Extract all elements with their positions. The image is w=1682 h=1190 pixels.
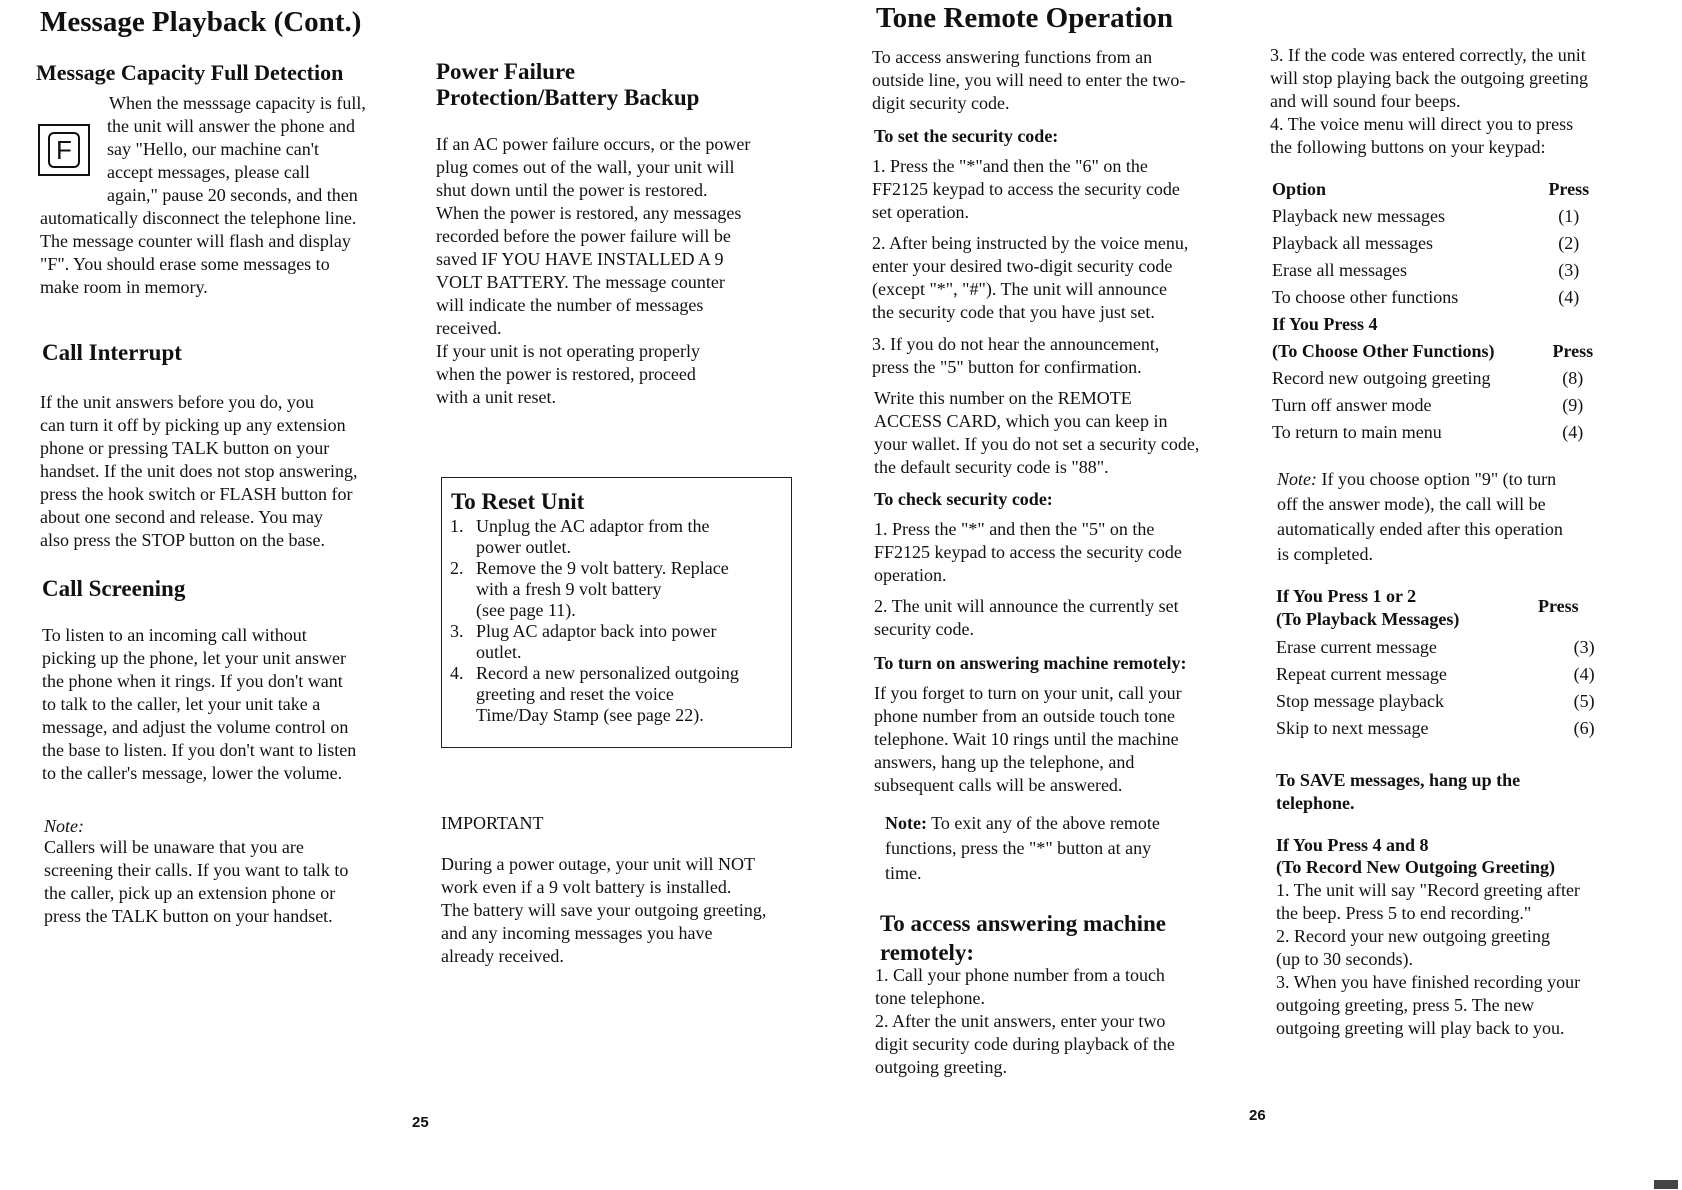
reset-step-text: Unplug the AC adaptor from the power outlet. [476,516,710,557]
capacity-line: When the messsage capacity is full, [109,93,366,113]
option-row [1272,230,1598,257]
check-code-heading: To check security code: [874,489,1053,509]
call-screening-body: To listen to an incoming call without picking up the phone, let your unit answer the phone when it rings. If you don't want to talk to the caller, let your unit take a message, and adjust the volume control on the base to listen. If you don't want to listen to the caller's message, lower the volume. [42,625,357,783]
press48-subtitle: (To Record New Outgoing Greeting) [1276,857,1555,877]
press4-press-header: Press [1552,341,1594,361]
right-page-title: Tone Remote Operation [876,2,1173,34]
reset-step [442,663,791,726]
option-key: (6) [1573,718,1595,738]
reset-step-text: Plug AC adaptor back into power outlet. [476,621,717,662]
important-body: During a power outage, your unit will NOT work even if a 9 volt battery is installed. The battery will save your outgoing greeting, and any incoming messages you have already received. [441,854,767,966]
remote-note: Note: To exit any of the above remote functions, press the "*" button at any time. [885,813,1160,883]
option-row [1272,419,1598,446]
reset-step-number: 4. [450,663,464,683]
call-interrupt-heading: Call Interrupt [42,340,182,365]
option-header: Option [1272,179,1327,199]
capacity-line: again," pause 20 seconds, and then [107,185,358,205]
important-heading: IMPORTANT [441,813,544,833]
option-row [1276,715,1602,742]
display-f-icon: F [38,124,90,176]
press4-title: If You Press 4 [1272,314,1378,334]
reset-step-text: Remove the 9 volt battery. Replace with a fresh 9 volt battery (see page 11). [476,558,729,620]
option-key: (5) [1573,691,1595,711]
option-key: (4) [1562,422,1584,442]
call-screening-heading: Call Screening [42,576,186,601]
option-key: (1) [1558,206,1580,226]
reset-step-number: 3. [450,621,464,641]
option-key: (3) [1558,260,1580,280]
press-header: Press [1548,179,1590,199]
check-code-step2: 2. The unit will announce the currently set security code. [874,596,1179,639]
page-number-left: 25 [412,1114,429,1131]
option-row [1276,634,1602,661]
reset-step-number: 1. [450,516,464,536]
option-key: (2) [1558,233,1580,253]
save-instruction: To SAVE messages, hang up the telephone. [1276,770,1521,813]
option-row [1272,257,1598,284]
option-key: (8) [1562,368,1584,388]
capacity-line: the unit will answer the phone and [107,116,355,136]
power-failure-body: If an AC power failure occurs, or the power plug comes out of the wall, your unit will shut down until the power is restored. When the power is restored, any messages recorded before the power failure will be saved IF YOU HAVE INSTALLED A 9 VOLT BATTERY. The message counter will indicate the number of messages received. If your unit is not operating properly when the power is restored, proceed with a unit reset. [436,134,751,407]
option-label: Erase current message [1276,637,1437,657]
access-heading: To access answering machine remotely: [880,911,1167,965]
press4-table [1272,338,1598,446]
option-label: Repeat current message [1276,664,1447,684]
option-key: (4) [1573,664,1595,684]
main-menu-table [1272,176,1598,311]
set-code-step2: 2. After being instructed by the voice menu, enter your desired two-digit security code (except "*", "#"). The unit will announce the security code that you have just set. [872,233,1189,322]
access-body: 1. Call your phone number from a touch tone telephone. 2. After the unit answers, enter your two digit security code during playback of the outgoing greeting. [875,965,1175,1077]
capacity-indented-text [107,92,417,207]
option-row [1272,284,1598,311]
set-code-note: Write this number on the REMOTE ACCESS CARD, which you can keep in your wallet. If you do not set a security code, the default security code is "88". [874,388,1200,477]
capacity-line: say "Hello, our machine can't [107,139,320,159]
option-row [1276,661,1602,688]
press12-title: If You Press 1 or 2 [1276,586,1417,606]
screening-note-label: Note: [44,816,84,836]
reset-step [442,558,791,621]
power-failure-heading: Power Failure Protection/Battery Backup [436,59,700,110]
col4-intro: 3. If the code was entered correctly, the unit will stop playing back the outgoing greeting and will sound four beeps. 4. The voice menu will direct you to press the following buttons on your keypad: [1270,45,1588,157]
option-label: Playback new messages [1272,206,1445,226]
reset-step-text: Record a new personalized outgoing greeting and reset the voice Time/Day Stamp (see page 22). [476,663,739,725]
scan-mark [1654,1180,1678,1189]
option-label: Record new outgoing greeting [1272,368,1491,388]
option-label: Erase all messages [1272,260,1407,280]
call-interrupt-body: If the unit answers before you do, you can turn it off by picking up any extension phone or pressing TALK button on your handset. If the unit does not stop answering, press the hook switch or FLASH button for about one second and release. You may also press the STOP button on the base. [40,392,358,550]
turn-on-heading: To turn on answering machine remotely: [874,653,1187,673]
option-label: To return to main menu [1272,422,1442,442]
press12-table [1276,634,1602,742]
option-row [1276,688,1602,715]
option-row [1272,203,1598,230]
remote-intro: To access answering functions from an outside line, you will need to enter the two- digit security code. [872,47,1186,113]
option-label: To choose other functions [1272,287,1459,307]
option-key: (3) [1573,637,1595,657]
set-code-step3: 3. If you do not hear the announcement, press the "5" button for confirmation. [872,334,1160,377]
reset-heading: To Reset Unit [451,489,585,514]
press48-title: If You Press 4 and 8 [1276,835,1429,855]
press12-subtitle: (To Playback Messages) [1276,609,1460,629]
option9-note: Note: If you choose option "9" (to turn off the answer mode), the call will be automatically ended after this operation is completed. [1277,469,1563,564]
option-row [1272,392,1598,419]
screening-note-body: Callers will be unaware that you are screening their calls. If you want to talk to the caller, pick up an extension phone or press the TALK button on your handset. [44,837,349,926]
capacity-line: accept messages, please call [107,162,310,182]
option-key: (4) [1558,287,1580,307]
left-page-title: Message Playback (Cont.) [40,6,362,38]
press12-press-header: Press [1538,596,1579,616]
press48-body: 1. The unit will say "Record greeting after the beep. Press 5 to end recording." 2. Record your new outgoing greeting (up to 30 seconds). 3. When you have finished recording your outgoing greeting, press 5. The new outgoing greeting will play back to you. [1276,880,1581,1038]
capacity-body: automatically disconnect the telephone line. The message counter will flash and display "F". You should erase some messages to make room in memory. [40,208,357,297]
set-code-step1: 1. Press the "*"and then the "6" on the FF2125 keypad to access the security code set operation. [872,156,1180,222]
press4-subtitle: (To Choose Other Functions) [1272,341,1495,361]
option-label: Playback all messages [1272,233,1433,253]
option-label: Skip to next message [1276,718,1429,738]
turn-on-body: If you forget to turn on your unit, call your phone number from an outside touch tone telephone. Wait 10 rings until the machine answers, hang up the telephone, and subsequent calls will be answered. [874,683,1182,795]
reset-step-number: 2. [450,558,464,578]
reset-step [442,621,791,663]
option-label: Turn off answer mode [1272,395,1432,415]
option-row [1272,365,1598,392]
page-number-right: 26 [1249,1107,1266,1124]
option-label: Stop message playback [1276,691,1444,711]
option-key: (9) [1562,395,1584,415]
reset-step [442,516,791,558]
reset-unit-box [441,477,792,748]
reset-steps [442,516,791,726]
set-code-heading: To set the security code: [874,126,1059,146]
capacity-heading: Message Capacity Full Detection [36,60,344,85]
check-code-step1: 1. Press the "*" and then the "5" on the FF2125 keypad to access the security code operation. [874,519,1182,585]
